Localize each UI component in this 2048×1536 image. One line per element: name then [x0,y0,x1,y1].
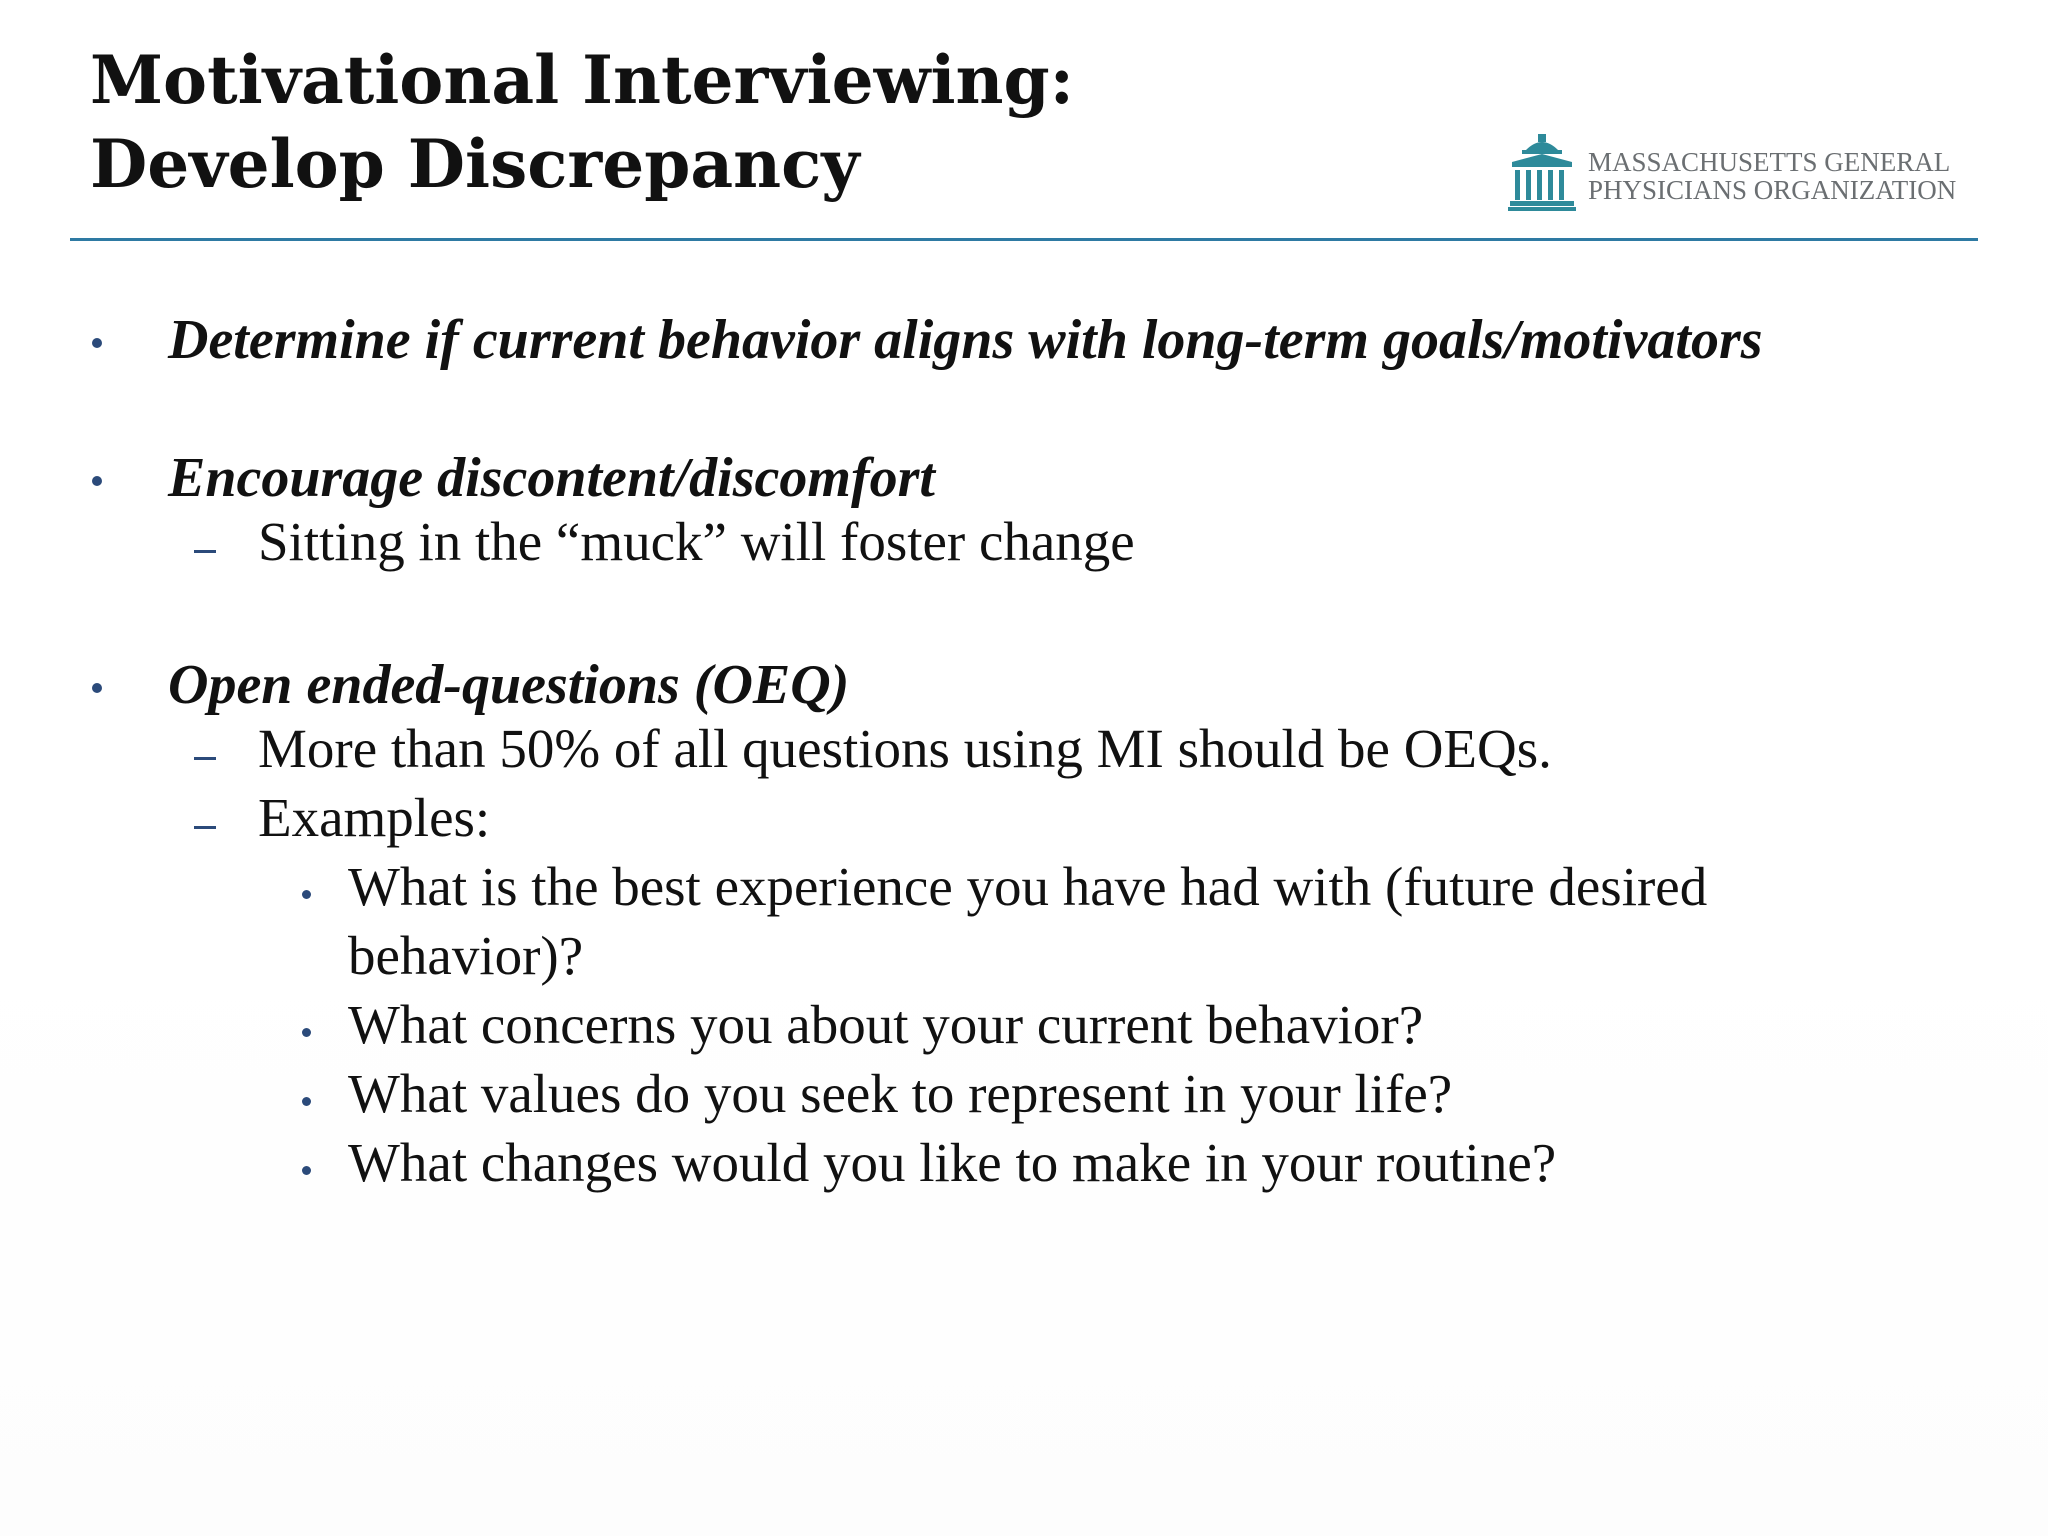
example-3-text: What values do you seek to represent in your life? [348,1063,1453,1124]
bullet-3-sub-2-text: Examples: [258,787,491,848]
mgpo-logo [1508,132,1968,212]
bullet-3-text: Open ended-questions (OEQ) [168,654,850,716]
sub-bullet-marker [194,550,216,553]
slide-title [90,38,1074,206]
bullet-2-sub-1-text: Sitting in the “muck” will foster change [258,511,1135,572]
bullet-1-text: Determine if current behavior aligns with long-term goals/motivators [168,309,1763,371]
sub-sub-bullet-marker [302,1097,311,1106]
logo-line-1: MASSACHUSETTS GENERAL [1588,147,1951,177]
bullet-2-text: Encourage discontent/discomfort [168,447,935,509]
bullet-marker [92,476,102,486]
building-columns-icon [1508,132,1576,212]
example-1-line-1: What is the best experience you have had with (future desired [348,856,1708,917]
sub-sub-bullet-marker [302,1166,311,1175]
title-line-1: Motivational Interviewing: [90,41,1075,119]
bullet-marker [92,683,102,693]
bullet-3-sub-1-text: More than 50% of all questions using MI should be OEQs. [258,718,1552,779]
sub-bullet-marker [194,826,216,829]
logo-wordmark [1588,148,1956,204]
title-line-2: Develop Discrepancy [90,125,860,203]
bullet-marker [92,338,102,348]
example-1-line-2: behavior)? [348,925,584,986]
sub-sub-bullet-marker [302,890,311,899]
example-4-text: What changes would you like to make in your routine? [348,1132,1557,1193]
example-2-text: What concerns you about your current behavior? [348,994,1424,1055]
sub-sub-bullet-marker [302,1028,311,1037]
sub-bullet-marker [194,757,216,760]
title-divider [70,238,1978,241]
logo-line-2: PHYSICIANS ORGANIZATION [1588,175,1957,205]
